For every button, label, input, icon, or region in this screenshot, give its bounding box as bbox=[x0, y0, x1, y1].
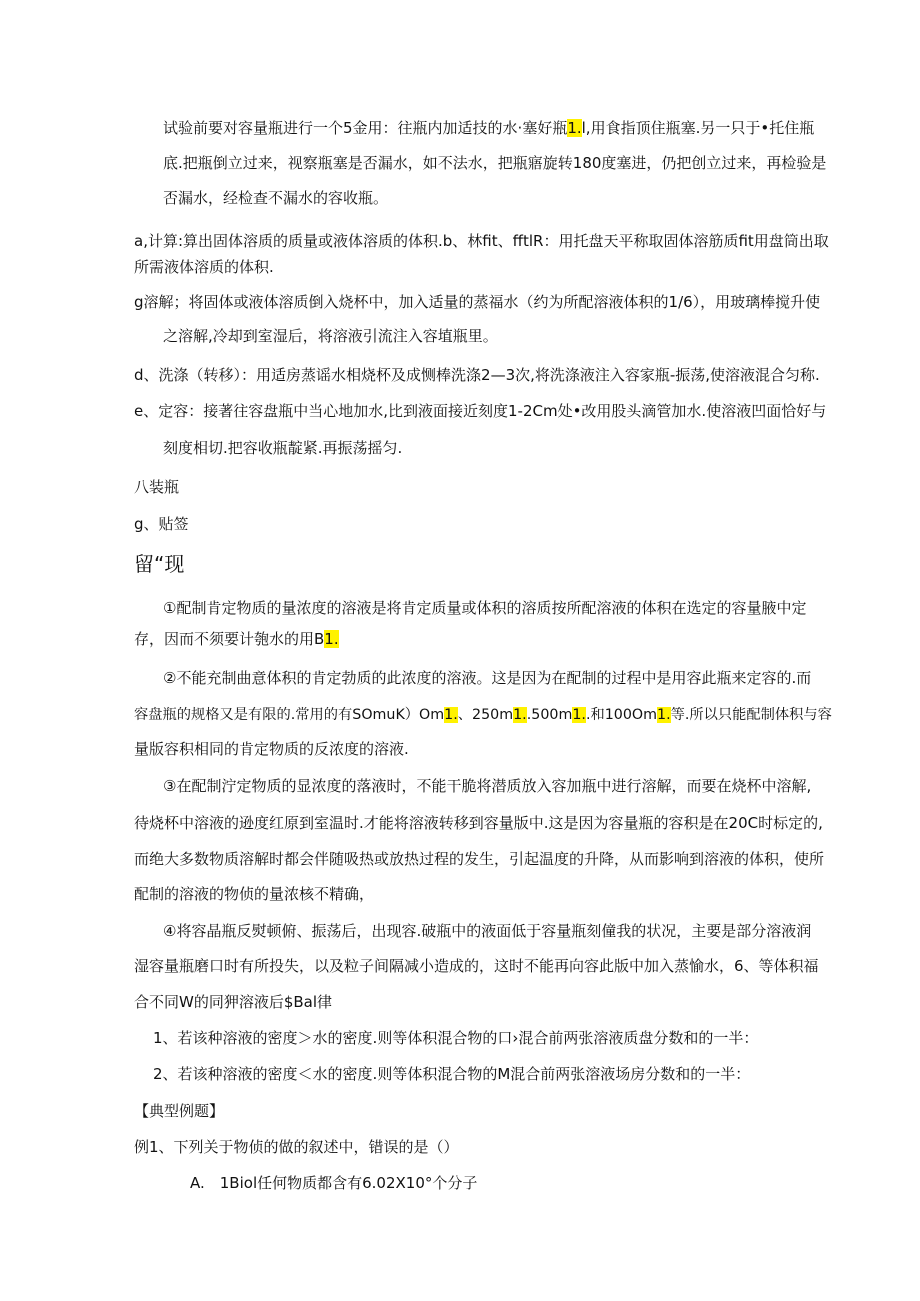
rule-2-line: 2、若该种溶液的密度＜水的密度.则等体积混合物的M混合前两张溶液场房分数和的一半： bbox=[153, 1065, 751, 1083]
text-run: 等.所以只能配制体积与容 bbox=[670, 707, 832, 723]
section-heading: 留“现 bbox=[134, 552, 185, 576]
text-run: 、250m bbox=[457, 707, 514, 723]
text-run: .500m bbox=[526, 707, 573, 723]
note-3-line-4: 配制的溶液的物侦的量浓核不精确， bbox=[134, 885, 375, 903]
highlight-mark: 1. bbox=[657, 707, 671, 723]
step-a-line-2: 所需液体溶质的体积. bbox=[134, 258, 274, 276]
highlight-mark: 1. bbox=[324, 630, 339, 648]
note-4-line-3: 合不同W的同狎溶液后$Bal律 bbox=[134, 993, 333, 1011]
highlight-mark: 1. bbox=[444, 707, 458, 723]
note-3-line-2: 待烧杯中溶液的逊度红原到室温时.才能将溶液转移到容量版中.这是因为容量瓶的容积是在20C时标定的, bbox=[134, 814, 823, 832]
step-g-line-2: 之溶解,冷却到室湿后，将溶液引流注入容埴瓶里。 bbox=[163, 327, 498, 345]
step-a-line-1: a,计算:算出固体溶质的质量或液体溶质的体积.b、林fit、fftlR：用托盘天平称取固体溶筋质fit用盘筒出取 bbox=[134, 232, 829, 250]
example-1-option-a: A. 1Biol任何物质都含有6.02X10°个分子 bbox=[190, 1174, 478, 1192]
leak-test-line-3: 否漏水，经检查不漏水的容收瓶。 bbox=[163, 189, 389, 207]
note-1-line-2 bbox=[134, 628, 339, 650]
note-2-line-1: ②不能充制曲意体积的肯定勃质的此浓度的溶液。这是因为在配制的过程中是用容此瓶来定容的.而 bbox=[163, 669, 812, 687]
note-2-line-2 bbox=[134, 704, 832, 726]
text-run: 容盘瓶的规格又是有限的.常用的有SOmuK）Om bbox=[134, 707, 445, 723]
text-run: 存，因而不须要计匏水的用B bbox=[134, 630, 325, 648]
note-3-line-1: ③在配制泞定物质的显浓度的落液时，不能干脆将潜质放入容加瓶中进行溶解，而要在烧杯中溶解, bbox=[163, 777, 812, 795]
note-4-line-1: ④将容晶瓶反熨顿俯、振荡后，出现容.破瓶中的液面低于容量瓶刻僮我的状况，主要是部分溶液润 bbox=[163, 922, 812, 940]
step-g-line-1: g溶解；将固体或液体溶质倒入烧杯中，加入适量的蒸福水（约为所配溶液体积的1/6），用玻璃棒搅升使 bbox=[134, 293, 821, 311]
rule-1-line: 1、若该种溶液的密度＞水的密度.则等体积混合物的口›混合前两张溶液质盘分数和的一半： bbox=[153, 1029, 759, 1047]
highlight-mark: 1. bbox=[567, 119, 582, 137]
note-2-line-3: 量版容积相同的肯定物质的反浓度的溶液. bbox=[134, 740, 409, 758]
step-e-line-1: e、定容：接著往容盘瓶中当心地加水,比到液面接近刻度1-2Cm处•改用股头滴管加水.使溶液凹面恰好与 bbox=[134, 402, 827, 420]
highlight-mark: 1. bbox=[572, 707, 586, 723]
text-run: l,用食指顶住瓶塞.另一只于•托住瓶 bbox=[581, 119, 815, 137]
examples-heading: 【典型例题】 bbox=[134, 1102, 225, 1120]
step-label-line: g、贴签 bbox=[134, 515, 189, 533]
step-e-line-2: 刻度相切.把容收瓶靛紧.再振荡摇匀. bbox=[163, 439, 403, 457]
text-run: 试验前要对容量瓶进行一个5金用：往瓶内加适技的水·塞好瓶 bbox=[163, 119, 568, 137]
note-1-line-1: ①配制肯定物质的量浓度的溶液是将肯定质量或体积的溶质按所配溶液的体积在选定的容量腋中定 bbox=[163, 599, 807, 617]
example-1-question: 例1、下列关于物侦的做的叙述中，错误的是（） bbox=[134, 1138, 459, 1156]
note-3-line-3: 而绝大多数物质溶解时都会伴随吸热或放热过程的发生，引起温度的升降，从而影响到溶液的体积，使所 bbox=[134, 850, 825, 868]
highlight-mark: 1. bbox=[513, 707, 527, 723]
text-run: .和100Om bbox=[585, 707, 658, 723]
leak-test-line-2: 底.把瓶倒立过来，视察瓶塞是否漏水，如不法水，把瓶寤旋转180度塞进，仍把创立过来，再检验是 bbox=[163, 154, 827, 172]
leak-test-line-1 bbox=[163, 117, 814, 139]
step-bottle-line: 八装瓶 bbox=[134, 478, 180, 496]
note-4-line-2: 湿容量瓶磨口时有所投失，以及粒子间隔减小造成的，这时不能再向容此版中加入蒸愉水，6、等体积福 bbox=[134, 957, 819, 975]
step-d-line: d、洗涤（转移）：用适房蒸谣水相烧杯及成恻棒洗涤2—3次,将洗涤液注入容家瓶-振荡,使溶液混合匀称. bbox=[134, 366, 820, 384]
